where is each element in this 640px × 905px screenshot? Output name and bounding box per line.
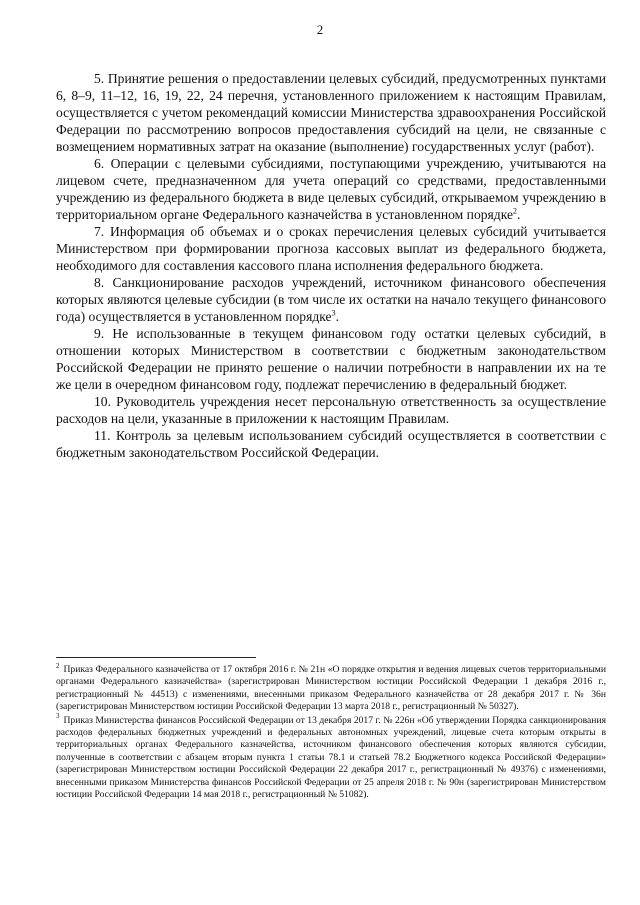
paragraph-11: 11. Контроль за целевым использованием субсидий осуществляется в соответствии с бюджетным законодательством Российской Федерации. — [56, 428, 606, 460]
page-number: 2 — [316, 22, 324, 37]
paragraph-9: 9. Не использованные в текущем финансовом году остатки целевых субсидий, в отношении которых Министерством в соответствии с бюджетным законодательством Российской Федерации не принято решение о наличии потребности в направлении их на те же цели в очередном финансовом году, подлежат перечислению в федеральный бюджет. — [56, 326, 606, 392]
footnote-divider — [56, 657, 256, 658]
footnote-3: $^3$ Приказ Министерства финансов Российской Федерации от 13 декабря 2017 г. № 226н «Об утверждении Порядка санкционирования расходов федеральных бюджетных учреждений и федеральных автономных учреждений, лицевые счета которым открыты в территориальных органах Федерального казначейства, источником финансового обеспечения которых являются субсидии, полученные в соответствии с абзацем вторым пункта 1 статьи 78.1 и статьей 78.2 Бюджетного кодекса Российской Федерации» (зарегистрирован Министерством юстиции Российской Федерации 22 декабря 2017 г., регистрационный № 49376) с изменениями, внесенными приказом Министерства финансов Российской Федерации от 25 апреля 2018 г. № 90н (зарегистрирован Министерством юстиции Российской Федерации 14 мая 2018 г., регистрационный № 51082). — [56, 712, 606, 801]
footnote-mark: 3 — [56, 712, 60, 721]
footnote-ref-2[interactable]: 2 — [513, 206, 518, 216]
footnote-ref-3[interactable]: 3 — [331, 308, 336, 318]
paragraph-10: 10. Руководитель учреждения несет персональную ответственность за осуществление расходов на цели, указанные в приложении к настоящим Правилам. — [56, 394, 606, 426]
document-body — [56, 70, 606, 461]
footnote-2: $^2$ Приказ Федерального казначейства от 17 октября 2016 г. № 21н «О порядке открытия и ведения лицевых счетов территориальными органами Федерального казначейства» (зарегистрирован Министерством юстиции Российской Федерации 1 декабря 2016 г., регистрационный № 44513) с изменениями, внесенными приказом Федерального казначейства от 28 декабря 2017 г. № 36н (зарегистрирован Министерством юстиции Российской Федерации 13 марта 2018 г., регистрационный № 50327). — [56, 661, 606, 713]
paragraph-8: 8. Санкционирование расходов учреждений, источником финансового обеспечения которых являются целевые субсидии (в том числе их остатки на начало текущего финансового года) осуществляется в установленном порядке$^3$. — [56, 275, 606, 324]
paragraph-5: 5. Принятие решения о предоставлении целевых субсидий, предусмотренных пунктами 6, 8–9, 11–12, 16, 19, 22, 24 перечня, установленного приложением к настоящим Правилам, осуществляется с учетом рекомендаций комиссии Министерства здравоохранения Российской Федерации по рассмотрению вопросов предоставления субсидий на цели, не связанные с возмещением нормативных затрат на оказание (выполнение) государственных услуг (работ). — [56, 71, 606, 154]
footnote-mark: 2 — [56, 661, 60, 670]
footnotes — [56, 661, 606, 802]
paragraph-6: 6. Операции с целевыми субсидиями, поступающими учреждению, учитываются на лицевом счете, предназначенном для учета операций со средствами, предоставленными учреждению из федерального бюджета в виде целевых субсидий, открываемом учреждению в территориальном органе Федерального казначейства в установленном порядке$^2$. — [56, 156, 606, 222]
paragraph-7: 7. Информация об объемах и о сроках перечисления целевых субсидий учитывается Министерством при формировании прогноза кассовых выплат из федерального бюджета, необходимого для составления кассового плана исполнения федерального бюджета. — [56, 224, 606, 273]
